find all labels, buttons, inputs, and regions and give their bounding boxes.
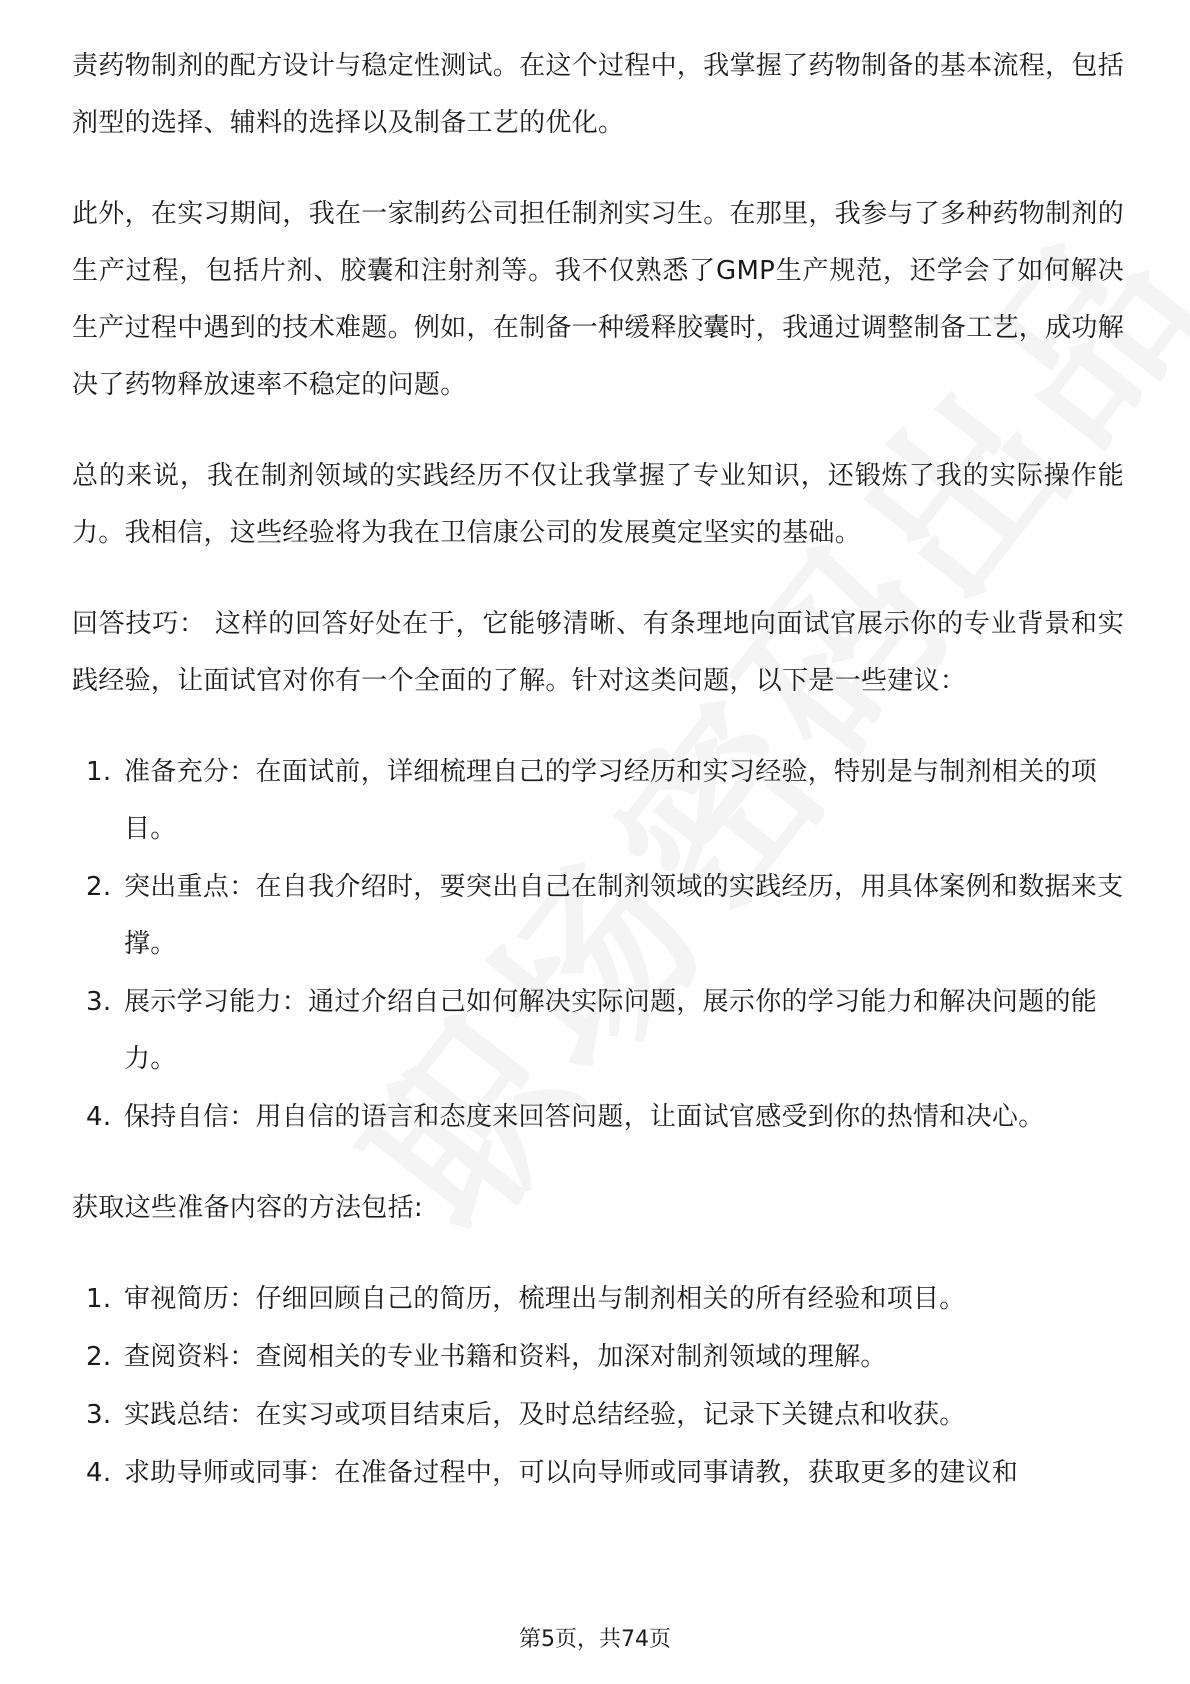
list-item bbox=[72, 974, 1124, 1088]
paragraph-answer-tips: 回答技巧： 这样的回答好处在于，它能够清晰、有条理地向面试官展示你的专业背景和实践经验，让面试官对你有一个全面的了解。针对这类问题，以下是一些建议： bbox=[72, 609, 1124, 696]
list-number: 3. bbox=[86, 1400, 112, 1430]
list-number: 4. bbox=[86, 1458, 112, 1488]
list-item-text: 准备充分：在面试前，详细梳理自己的学习经历和实习经验，特别是与制剂相关的项目。 bbox=[124, 757, 1098, 844]
list-item bbox=[72, 1271, 1124, 1328]
list-item bbox=[72, 1445, 1124, 1502]
page-footer: 第5页，共74页 bbox=[519, 1627, 671, 1652]
methods-list bbox=[72, 1271, 1124, 1502]
list-item-text: 保持自信：用自信的语言和态度来回答问题，让面试官感受到你的热情和决心。 bbox=[124, 1102, 1045, 1132]
list-item bbox=[72, 1329, 1124, 1386]
list-item bbox=[72, 1089, 1124, 1146]
list-item bbox=[72, 1387, 1124, 1444]
list-number: 2. bbox=[86, 872, 112, 902]
list-item-text: 实践总结：在实习或项目结束后，及时总结经验，记录下关键点和收获。 bbox=[124, 1400, 966, 1430]
paragraph: 责药物制剂的配方设计与稳定性测试。在这个过程中，我掌握了药物制备的基本流程，包括剂型的选择、辅料的选择以及制备工艺的优化。 bbox=[72, 51, 1125, 138]
list-number: 2. bbox=[86, 1342, 112, 1372]
paragraph: 总的来说，我在制剂领域的实践经历不仅让我掌握了专业知识，还锻炼了我的实际操作能力。我相信，这些经验将为我在卫信康公司的发展奠定坚实的基础。 bbox=[72, 461, 1124, 548]
list-item-text: 求助导师或同事：在准备过程中，可以向导师或同事请教，获取更多的建议和 bbox=[124, 1458, 1019, 1488]
list-number: 1. bbox=[86, 757, 112, 787]
list-item-text: 突出重点：在自我介绍时，要突出自己在制剂领域的实践经历，用具体案例和数据来支撑。 bbox=[124, 872, 1124, 959]
list-item bbox=[72, 744, 1124, 858]
list-item-text: 展示学习能力：通过介绍自己如何解决实际问题，展示你的学习能力和解决问题的能力。 bbox=[124, 987, 1098, 1074]
list-number: 1. bbox=[86, 1284, 112, 1314]
list-item bbox=[72, 859, 1124, 973]
methods-heading: 获取这些准备内容的方法包括: bbox=[72, 1193, 423, 1223]
list-number: 4. bbox=[86, 1102, 112, 1132]
list-number: 3. bbox=[86, 987, 112, 1017]
document-page bbox=[72, 38, 1124, 1536]
list-item-text: 查阅资料：查阅相关的专业书籍和资料，加深对制剂领域的理解。 bbox=[124, 1342, 887, 1372]
list-item-text: 审视简历：仔细回顾自己的简历，梳理出与制剂相关的所有经验和项目。 bbox=[124, 1284, 966, 1314]
tips-list bbox=[72, 744, 1124, 1146]
paragraph: 此外，在实习期间，我在一家制药公司担任制剂实习生。在那里，我参与了多种药物制剂的生产过程，包括片剂、胶囊和注射剂等。我不仅熟悉了GMP生产规范，还学会了如何解决生产过程中遇到的技术难题。例如，在制备一种缓释胶囊时，我通过调整制备工艺，成功解决了药物释放速率不稳定的问题。 bbox=[72, 199, 1125, 400]
